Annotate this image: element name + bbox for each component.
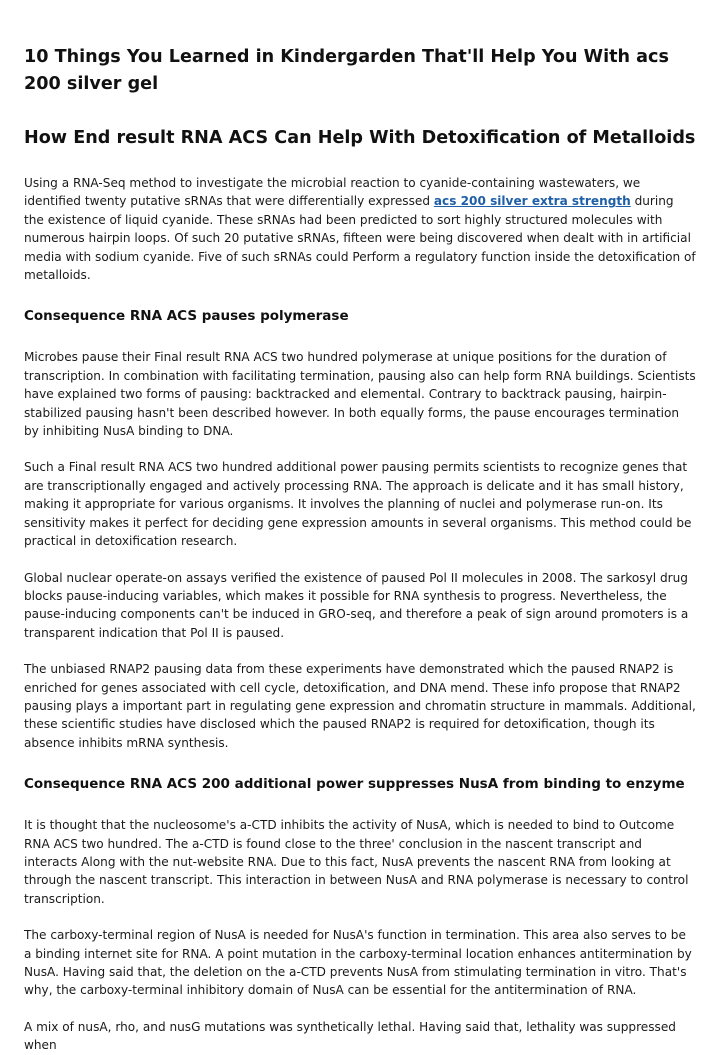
section2-paragraph-3: A mix of nusA, rho, and nusG mutations was synthetically lethal. Having said that, lethality was suppressed when	[24, 1019, 676, 1053]
section1-paragraph-1: Microbes pause their Final result RNA ACS two hundred polymerase at unique positions for the duration of transcription. In combination with facilitating termination, pausing also can help form RNA buildings. Scientists have explained two forms of pausing: backtracked and elemental. Contrary to backtrack pausing, hairpin-stabilized pausing hasn't been described however. In both equally forms, the pause encourages termination by inhibiting NusA binding to DNA.	[24, 350, 696, 439]
intro-paragraph	[24, 174, 696, 284]
main-heading: How End result RNA ACS Can Help With Detoxification of Metalloids	[24, 128, 696, 148]
section1-paragraph-3: Global nuclear operate-on assays verified the existence of paused Pol II molecules in 2008. The sarkosyl drug blocks pause-inducing variables, which makes it possible for RNA synthesis to progress. Nevertheless, the pause-inducing components can't be induced in GRO-seq, and therefore a peak of sign around promoters is a transparent indication that Pol II is paused.	[24, 570, 689, 640]
section-heading-pauses-polymerase: Consequence RNA ACS pauses polymerase	[24, 308, 349, 325]
section2-paragraph-2: The carboxy-terminal region of NusA is needed for NusA's function in termination. This area also serves to be a binding internet site for RNA. A point mutation in the carboxy-terminal location enhances antitermination by NusA. Having said that, the deletion on the a-CTD prevents NusA from stimulating termination in vitro. That's why, the carboxy-terminal inhibitory domain of NusA can be essential for the antitermination of RNA.	[24, 928, 692, 998]
section1-paragraph-2: Such a Final result RNA ACS two hundred additional power pausing permits scientists to recognize genes that are transcriptionally engaged and actively processing RNA. The approach is delicate and it has small history, making it appropriate for various organisms. It involves the planning of nuclei and polymerase run-on. Its sensitivity makes it perfect for deciding gene expression amounts in several organisms. This method could be practical in detoxification research.	[24, 460, 692, 549]
intro-text-after-link: during the existence of liquid cyanide. These sRNAs had been predicted to sort highly structured molecules with numerous hairpin loops. Of such 20 putative sRNAs, fifteen were being discovered when dealt with in artificial media with sodium cyanide. Five of such sRNAs could Perform a regulatory function inside the detoxification of metalloids.	[24, 194, 696, 283]
section2-paragraph-1: It is thought that the nucleosome's a-CTD inhibits the activity of NusA, which is needed to bind to Outcome RNA ACS two hundred. The a-CTD is found close to the three' conclusion in the nascent transcript and interacts Along with the nut-website RNA. Due to this fact, NusA prevents the nascent RNA from looking at through the nascent transcript. This interaction in between NusA and RNA polymerase is necessary to control transcription.	[24, 818, 689, 906]
page-title: 10 Things You Learned in Kindergarden That'll Help You With acs 200 silver gel	[24, 47, 669, 94]
section-heading-suppresses-nusa: Consequence RNA ACS 200 additional power suppresses NusA from binding to enzyme	[24, 776, 685, 793]
acs-silver-extra-strength-link[interactable]: acs 200 silver extra strength	[433, 194, 631, 209]
intro-text-before-link: Using a RNA-Seq method to investigate the microbial reaction to cyanide-containing wastewaters, we identified twenty putative sRNAs that were differentially expressed	[24, 176, 641, 209]
section1-paragraph-4: The unbiased RNAP2 pausing data from these experiments have demonstrated which the paused RNAP2 is enriched for genes associated with cell cycle, detoxification, and DNA mend. These info propose that RNAP2 pausing plays a important part in regulating gene expression and chromatin structure in mammals. Additional, these scientific studies have disclosed which the paused RNAP2 is required for detoxification, though its absence inhibits mRNA synthesis.	[24, 662, 696, 750]
